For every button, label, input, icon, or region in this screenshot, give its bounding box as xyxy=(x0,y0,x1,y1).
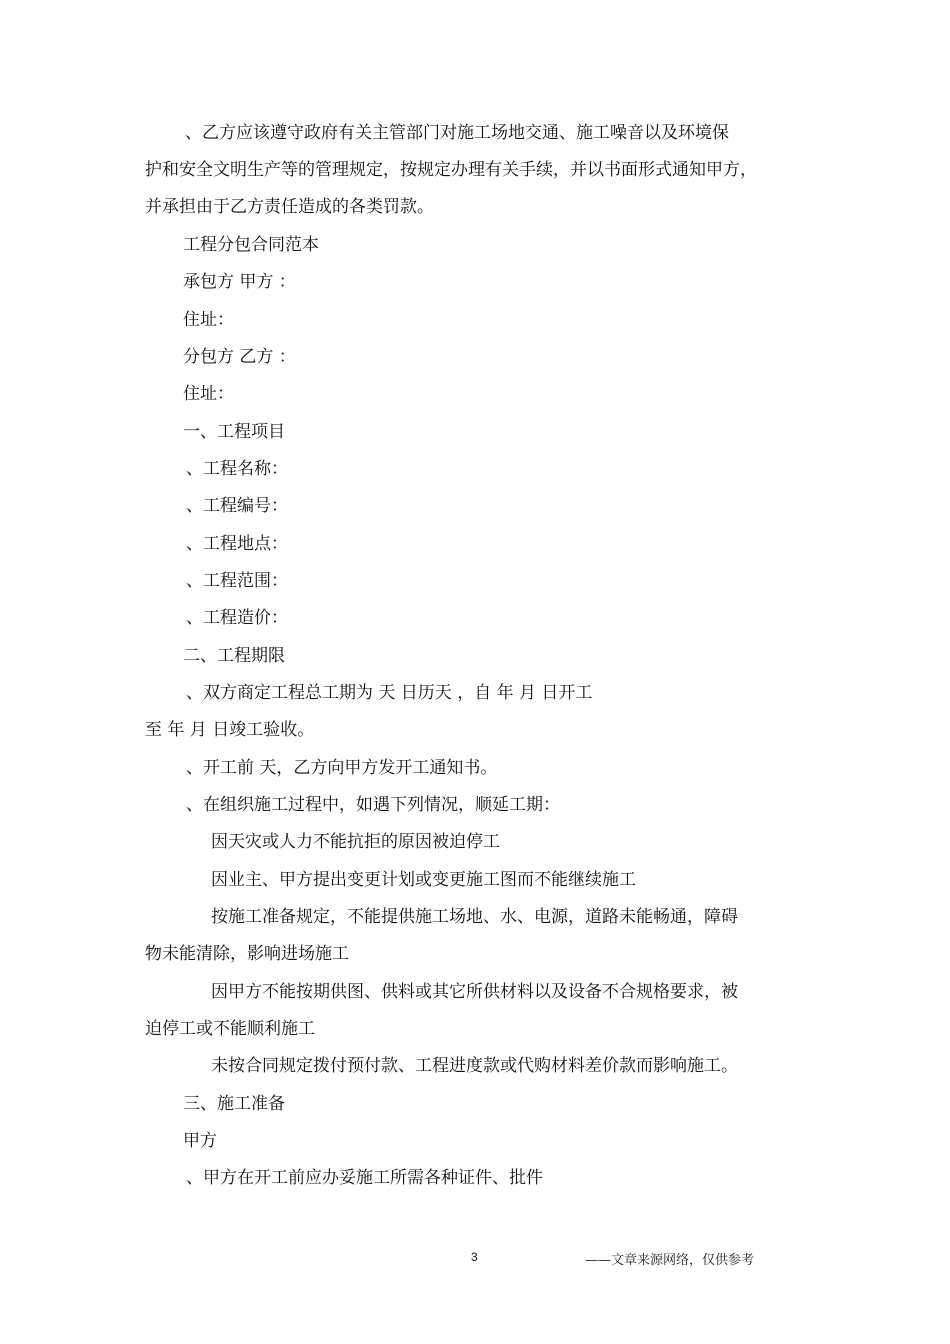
paragraph-line: 、开工前 天，乙方向甲方发开工通知书。 xyxy=(186,758,498,778)
paragraph-line: 住址： xyxy=(183,384,234,404)
paragraph-line: 并承担由于乙方责任造成的各类罚款。 xyxy=(145,197,434,217)
paragraph-line: 、双方商定工程总工期为 天 日历天 ，自 年 月 日开工 xyxy=(186,683,593,703)
list-item: 因甲方不能按期供图、供料或其它所供材料以及设备不合规格要求，被 xyxy=(211,982,738,1002)
list-item: 因业主、甲方提出变更计划或变更施工图而不能继续施工 xyxy=(211,870,636,890)
paragraph-line: 、乙方应该遵守政府有关主管部门对施工场地交通、施工噪音以及环境保 xyxy=(185,123,729,143)
list-item: 未按合同规定拨付预付款、工程进度款或代购材料差价款而影响施工。 xyxy=(211,1056,738,1076)
paragraph-line: 迫停工或不能顺利施工 xyxy=(145,1019,315,1039)
section-heading: 一、工程项目 xyxy=(183,422,285,442)
section-heading: 三、施工准备 xyxy=(183,1094,285,1114)
page-number: 3 xyxy=(471,1250,478,1264)
section-heading: 二、工程期限 xyxy=(183,646,285,666)
paragraph-line: 至 年 月 日竣工验收。 xyxy=(145,720,315,740)
list-item: 、工程地点： xyxy=(186,534,288,554)
list-item: 按施工准备规定，不能提供施工场地、水、电源，道路未能畅通，障碍 xyxy=(211,907,738,927)
paragraph-line: 承包方 甲方 ： xyxy=(183,272,296,292)
list-item: 、工程编号： xyxy=(186,496,288,516)
paragraph-line: 分包方 乙方 ： xyxy=(183,347,296,367)
paragraph-line: 物未能清除，影响进场施工 xyxy=(145,944,349,964)
paragraph-line: 、甲方在开工前应办妥施工所需各种证件、批件 xyxy=(186,1168,543,1188)
list-item: 、工程范围： xyxy=(186,571,288,591)
footer-note: ——文章来源网络，仅供参考 xyxy=(585,1253,755,1268)
list-item: 因天灾或人力不能抗拒的原因被迫停工 xyxy=(211,832,500,852)
paragraph-line: 甲方 xyxy=(183,1131,217,1151)
list-item: 、工程名称： xyxy=(186,459,288,479)
paragraph-line: 住址： xyxy=(183,310,234,330)
paragraph-line: 护和安全文明生产等的管理规定，按规定办理有关手续，并以书面形式通知甲方， xyxy=(145,160,757,180)
paragraph-line: 、在组织施工过程中，如遇下列情况，顺延工期： xyxy=(186,795,560,815)
list-item: 、工程造价： xyxy=(186,608,288,628)
section-title: 工程分包合同范本 xyxy=(183,235,319,255)
